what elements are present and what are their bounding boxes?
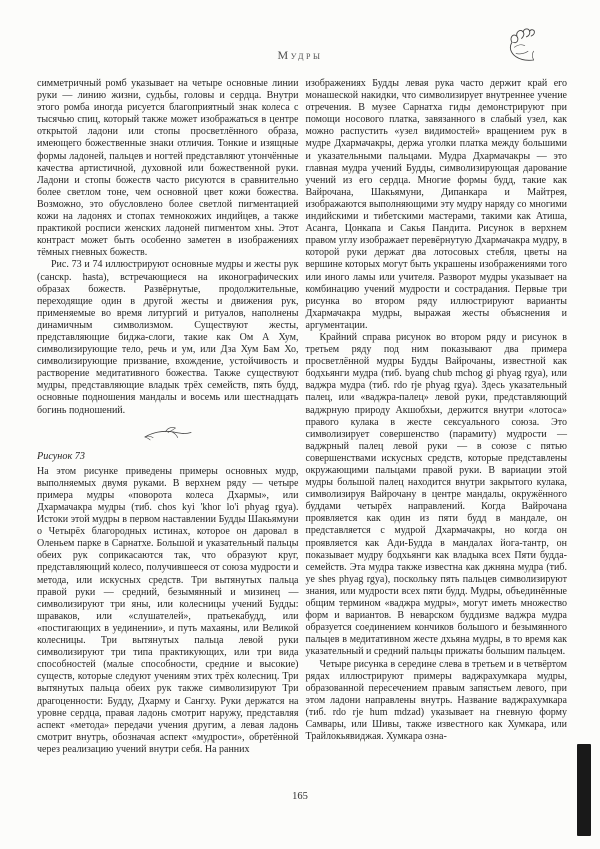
text-block	[37, 78, 567, 756]
right-column	[306, 78, 568, 756]
mudra-hand-sketch-icon	[488, 24, 536, 64]
left-column	[37, 78, 299, 756]
bird-flourish-ornament	[37, 424, 299, 446]
page-number: 165	[292, 791, 308, 802]
body-paragraph: симметричный ромб указывает на четыре основные линии руки — линию жизни, судьбы, головы и сердца. Внутри этого ромба иногда рисуется благоприятный знак колеса с тысячью спиц, который также может изображаться в центре открытой ладони или стопы просветлённого образа, имеющего божественные знаки отличия. Тонкие и изящные формы ладоней, пальцев и ногтей представляют утончённые качества артистичной, духовной или божественной руки. Ладони и стопы божеств часто рисуются в сравнительно более светлом тоне, чем основной цвет кожи божества. Возможно, это обусловлено более светлой пигментацией кожи на ладонях и стопах темнокожих индийцев, а также практикой росписи женских ладоней пигментом хны. Этот контраст может быть особенно заметен в изображениях тёмных гневных божеств.	[37, 78, 299, 259]
scan-edge-artifact	[577, 744, 591, 836]
body-paragraph: Рис. 73 и 74 иллюстрируют основные мудры и жесты рук (санскр. hasta), встречающиеся на иконографических образах божеств. Развёрнутые, продолжительные, переходящие один в другой жесты и движения рук, применяемые во время литургий и ритуалов, наполнены динамичным символизмом. Существуют жесты, представляющие биджа-слоги, такие как Ом А Хум, символизирующие тело, речь и ум, или Дза Хум Бам Хо, символизирующие призвание, вхождение, устойчивость и растворение медитативного божества. Также существуют мудры, представляющие владык трёх семейств, пять будд, основные подношения мандалы и восемь или шестнадцать богинь подношений.	[37, 259, 299, 416]
body-paragraph: изображениях Будды левая рука часто держит край его монашеской накидки, что символизирует внутреннее учение отречения. В музее Сарнатха гиды демонстрируют при помощи носового платка, завязанного в слабый узел, как можно распустить «узел видимостей» вращением рук в мудре Дхармачакры, держа уголки платка между большими и указательными пальцами. Мудра Дхармачакры — это главная мудра учений Будды, символизирующая дарование учений из его сердца. Многие формы будд, такие как Вайрочана, Шакьямуни, Дипанкара и Майтрея, изображаются выполняющими эту мудру наряду со многими индийскими и тибетскими мастерами, такими как Атиша, Асанга, Цонкапа и Сакья Пандита. Рисунок в верхнем правом углу изображает перевёрнутую Дхармачакра мудру, в которой руки держат два лотосовых стебля, цветы на вершине которых могут быть украшены изображениями того или иного ламы или учителя. Разворот мудры указывает на комбинацию учений мудрости и сострадания. Первые три рисунка во втором ряду иллюстрируют варианты Дхармачакра мудры, выражая жесты объяснения и аргументации.	[305, 78, 567, 331]
body-paragraph: Крайний справа рисунок во втором ряду и рисунок в третьем ряду под ним показывают два примера просветлённой мудры Будды Вайрочаны, известной как бодхьянги мудра (тиб. byang chub mchog gi phyag rgya), или ваджра мудра (тиб. rdo rje phyag rgya). Здесь указательный палец, или «ваджра-палец» левой руки, представляющий ваджрную природу Акшобхьи, держится внутри «лотоса» правого кулака в жесте сексуального союза. Это символизирует совершенство (парамиту) мудрости — ваджрный палец левой руки — в союзе с пятью совершенствами искусных средств, которые представлены окружающими пальцами правой руки. В вариации этой мудры большой палец находится внутри закрытого кулака, символизируя Вайрочану в центре мандалы, окружённого буддами четырёх направлений. Когда Вайрочана проявляется как один из пяти будд в мандале, он представляется с мудрой Дхармачакры, но когда он проявляется как Ади-Будда в мандалах йога-тантр, он показывает мудру бодхьянги как владыка всех Пяти будда-семейств. Эта мудра также известна как джняна мудра (тиб. ye shes phyag rgya), поскольку пять пальцев символизируют знания, или мудрости всех пяти будд. Мудры, объединённые общим термином «ваджра мудры», могут иметь множество форм и вариантов. В неварском буддизме ваджра мудра образуется соединением кончиков большого и безымянного пальцев в медитативном жесте дхьяна мудры, в то время как указательный и средний пальцы прижаты большим пальцем.	[305, 331, 567, 658]
page-title: Мудры	[277, 48, 323, 62]
body-paragraph: На этом рисунке приведены примеры основных мудр, выполняемых двумя руками. В верхнем ряду — четыре примера мудры «поворота колеса Дхармы», или Дхармачакра мудры (тиб. chos kyi 'khor lo'i phyag rgya). Истоки этой мудры в первом наставлении Будды Шакьямуни о Четырёх благородных истинах, которое он даровал в Оленьем парке в Сарнатхе. Большой и указательный пальцы обеих рук соприкасаются так, что образуют круг, представляющий колесо, получившееся от союза мудрости и метода, или искусных средств. Три вытянутых пальца правой руки — средний, безымянный и мизинец — символизируют три яны, или колесницы учений Будды: шраваков, или «слушателей», пратьекабудд, или «постигающих в уединении», и путь махаяны, или Великой колесницы. Три вытянутых пальца левой руки символизируют три типа практикующих, или три вида способностей (малые способности, средние и высокие) существ, которые следуют учениям этих трёх колесниц. Три вытянутых пальца обеих рук также символизируют Три драгоценности: Будду, Дхарму и Сангху. Руки держатся на уровне сердца, правая ладонь смотрит наружу, представляя аспект «метода» передачи учения другим, а левая ладонь смотрит внутрь, обозначая аспект «мудрости», обретённой через реализацию учений внутри себя. На ранних	[37, 465, 299, 755]
body-paragraph: Четыре рисунка в середине слева в третьем и в четвёртом рядах иллюстрируют примеры ваджрахумкара мудры, образованной пересечением правым запястьем левого, при этом ладони направлены внутрь. Название ваджрахумкара (тиб. rdo rje hum mdzad) указывает на гневную форму Самвары, или Шивы, также известного как Хумкара, или Трайлокьявиджая. Хумкара озна-	[305, 658, 567, 743]
figure-heading: Рисунок 73	[37, 450, 85, 462]
